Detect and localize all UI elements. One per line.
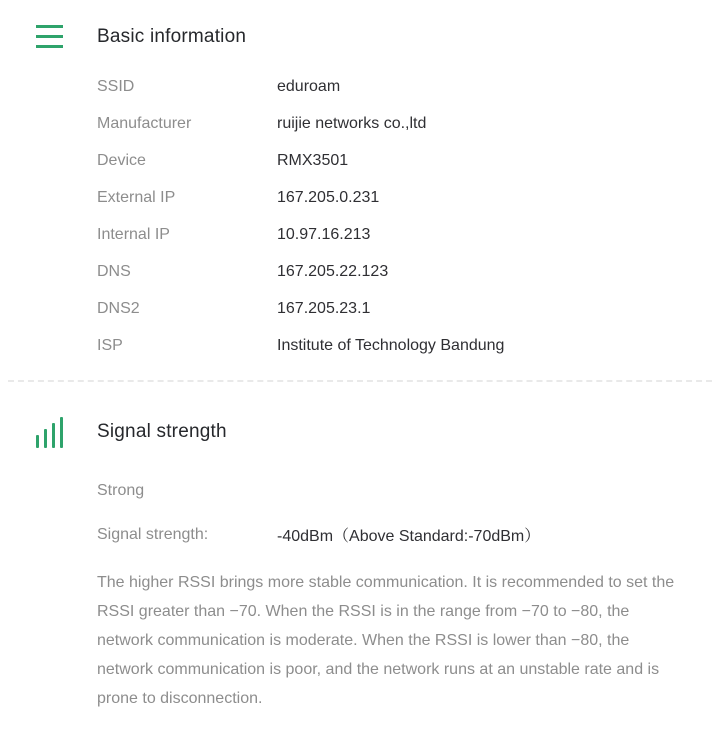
signal-bars-icon — [36, 416, 63, 448]
hamburger-lines-icon — [36, 25, 63, 48]
table-row — [97, 105, 720, 142]
row-value: 10.97.16.213 — [277, 225, 371, 243]
table-row — [97, 179, 720, 216]
basic-information-section — [0, 0, 720, 364]
row-label: Device — [97, 151, 146, 169]
row-value: 167.205.23.1 — [277, 299, 371, 317]
row-value: RMX3501 — [277, 151, 349, 169]
row-label: ISP — [97, 336, 123, 354]
row-label: Internal IP — [97, 225, 170, 243]
row-value: -40dBm（Above Standard:-70dBm） — [277, 528, 541, 545]
signal-status — [97, 472, 720, 509]
table-row — [97, 290, 720, 327]
row-label: External IP — [97, 188, 176, 206]
row-value: eduroam — [277, 77, 341, 95]
table-row — [97, 216, 720, 253]
row-label: Manufacturer — [97, 114, 192, 132]
row-value: ruijie networks co.,ltd — [277, 114, 427, 132]
table-row — [97, 142, 720, 179]
table-row — [97, 68, 720, 105]
table-row — [97, 253, 720, 290]
table-row — [97, 327, 720, 364]
signal-strength-section — [0, 382, 720, 713]
row-label: SSID — [97, 77, 135, 95]
signal-strength-row — [97, 516, 720, 553]
signal-status-text: Strong — [97, 481, 145, 499]
row-label: Signal strength: — [97, 525, 209, 543]
row-value: Institute of Technology Bandung — [277, 336, 505, 354]
signal-strength-header — [0, 382, 720, 448]
row-label: DNS — [97, 262, 131, 280]
row-value: 167.205.22.123 — [277, 262, 389, 280]
row-value: 167.205.0.231 — [277, 188, 380, 206]
signal-strength-title: Signal strength — [97, 421, 227, 442]
rssi-description: The higher RSSI brings more stable communication. It is recommended to set the RSSI greater than −70. When the RSSI is in the range from −70 to −80, the network communication is moderate. When the RSSI is lower than −80, the network communication is poor, and the network runs at an unstable rate and is prone to disconnection. — [97, 574, 675, 707]
basic-information-title: Basic information — [97, 25, 247, 47]
row-label: DNS2 — [97, 299, 140, 317]
basic-information-header — [0, 0, 720, 48]
basic-information-rows — [97, 68, 720, 364]
